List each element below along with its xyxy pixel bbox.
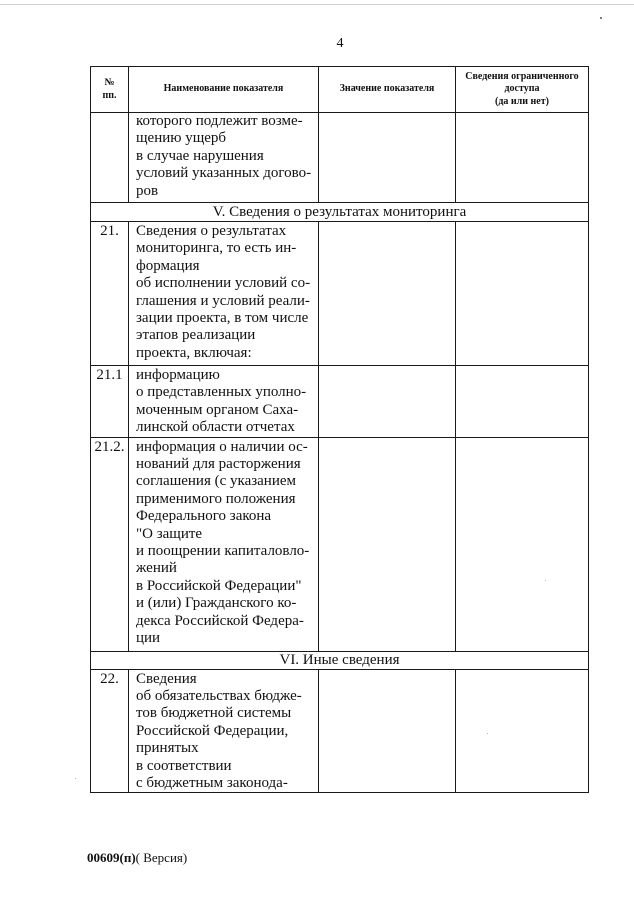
row-indicator-name: Сведения о результатах мониторинга, то есть ин- формация об исполнении условий со- глашения и условий реали- зации проекта, в том числе этапов реализации проекта, включая:: [129, 222, 319, 366]
section-title: V. Сведения о результатах мониторинга: [91, 203, 589, 222]
section-row: [91, 651, 589, 669]
scan-speck: [600, 17, 602, 19]
table-row: [91, 222, 589, 366]
row-indicator-name: которого подлежит возме- щению ущерб в случае нарушения условий указанных догово- ров: [129, 113, 319, 203]
row-value-cell: [319, 437, 456, 651]
scan-speck: [75, 778, 76, 779]
row-number-cell: [91, 113, 129, 203]
section-row: [91, 203, 589, 222]
header-indicator-value: Значение показателя: [319, 67, 456, 113]
table-row: [91, 437, 589, 651]
row-number: 21.2.: [91, 437, 129, 651]
table-header-row: [91, 67, 589, 113]
doc-code: 00609(п): [87, 850, 136, 865]
row-number: 22.: [91, 669, 129, 793]
footer-doc-code: [87, 850, 187, 866]
indicators-table: [90, 66, 589, 793]
row-restricted-cell: [456, 113, 589, 203]
row-restricted-cell: [456, 437, 589, 651]
section-title: VI. Иные сведения: [91, 651, 589, 669]
scan-edge-line: [0, 4, 634, 5]
row-restricted-cell: [456, 222, 589, 366]
header-indicator-name: Наименование показателя: [129, 67, 319, 113]
row-value-cell: [319, 669, 456, 793]
table-row: [91, 669, 589, 793]
row-number: 21.: [91, 222, 129, 366]
row-value-cell: [319, 113, 456, 203]
page-number: 4: [336, 36, 344, 51]
row-indicator-name: Сведения об обязательствах бюдже- тов бюджетной системы Российской Федерации, принятых в соответствии с бюджетным законода-: [129, 669, 319, 793]
row-restricted-cell: [456, 669, 589, 793]
doc-version-label: ( Версия): [135, 850, 188, 865]
row-number: 21.1: [91, 366, 129, 438]
row-restricted-cell: [456, 366, 589, 438]
table-row: [91, 366, 589, 438]
header-restricted-access: Сведения ограниченного доступа (да или нет): [456, 67, 589, 113]
row-value-cell: [319, 366, 456, 438]
row-value-cell: [319, 222, 456, 366]
row-indicator-name: информация о наличии ос- нований для расторжения соглашения (с указанием применимого положения Федерального закона "О защите и поощрении капиталовло- жений в Российской Федерации" и (или) Гражданского ко- декса Российской Федера- ции: [129, 437, 319, 651]
row-indicator-name: информацию о представленных уполно- моченным органом Саха- линской области отчетах: [129, 366, 319, 438]
table-row: [91, 113, 589, 203]
header-num: № пп.: [91, 67, 129, 113]
